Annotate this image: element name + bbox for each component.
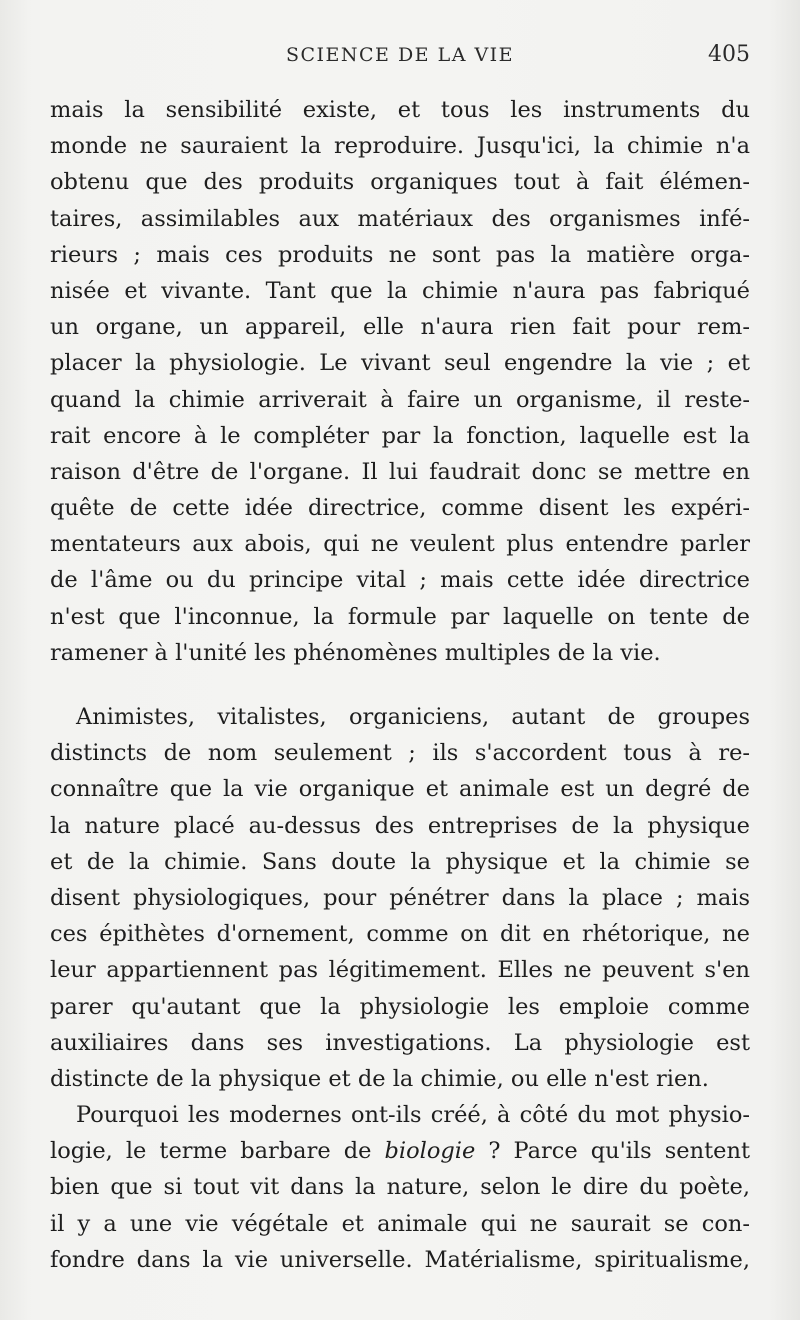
text-line: mentateurs aux abois, qui ne veulent plus entendre parler: [50, 531, 750, 558]
text-run: logie, le terme barbare de: [50, 1138, 385, 1165]
text-line: distincte de la physique et de la chimie, ou elle n'est rien.: [50, 1065, 709, 1092]
text-line: monde ne sauraient la reproduire. Jusqu'ici, la chimie n'a: [50, 133, 750, 160]
text-line: taires, assimilables aux matériaux des organismes infé-: [50, 205, 750, 232]
paragraph-3: [50, 1097, 750, 1278]
text-line: distincts de nom seulement ; ils s'accordent tous à re-: [50, 740, 750, 767]
page-number: 405: [708, 42, 750, 67]
paragraph-1: [50, 92, 750, 671]
text-line: disent physiologiques, pour pénétrer dans la place ; mais: [50, 884, 750, 911]
text-line: et de la chimie. Sans doute la physique et la chimie se: [50, 848, 750, 875]
text-line: n'est que l'inconnue, la formule par laquelle on tente de: [50, 603, 750, 630]
text-line: de l'âme ou du principe vital ; mais cette idée directrice: [50, 567, 750, 594]
text-line: il y a une vie végétale et animale qui ne saurait se con-: [50, 1210, 750, 1237]
text-line: quête de cette idée directrice, comme disent les expéri-: [50, 495, 750, 522]
page-header: [50, 44, 750, 74]
text-line: connaître que la vie organique et animale est un degré de: [50, 776, 750, 803]
text-line: raison d'être de l'organe. Il lui faudrait donc se mettre en: [50, 458, 750, 485]
text-line: rieurs ; mais ces produits ne sont pas la matière orga-: [50, 241, 750, 268]
text-line: ramener à l'unité les phénomènes multiples de la vie.: [50, 639, 661, 666]
text-line: obtenu que des produits organiques tout à fait élémen-: [50, 169, 750, 196]
paragraph-gap: [50, 671, 750, 699]
italic-term: biologie: [384, 1138, 476, 1165]
text-line: auxiliaires dans ses investigations. La physiologie est: [50, 1029, 750, 1056]
text-line: mais la sensibilité existe, et tous les instruments du: [50, 97, 750, 123]
text-line: [50, 1133, 750, 1169]
text-line: quand la chimie arriverait à faire un organisme, il reste-: [50, 386, 750, 413]
text-line: ces épithètes d'ornement, comme on dit en rhétorique, ne: [50, 921, 750, 948]
text-line: bien que si tout vit dans la nature, selon le dire du poète,: [50, 1174, 750, 1201]
text-line: placer la physiologie. Le vivant seul engendre la vie ; et: [50, 350, 750, 377]
paragraph-2: [50, 699, 750, 1097]
text-line: nisée et vivante. Tant que la chimie n'aura pas fabriqué: [50, 277, 750, 304]
text-line: fondre dans la vie universelle. Matérialisme, spiritualisme,: [50, 1246, 750, 1273]
text-line: parer qu'autant que la physiologie les emploie comme: [50, 993, 750, 1020]
body-text: [50, 92, 750, 1278]
text-line: Animistes, vitalistes, organiciens, autant de groupes: [76, 704, 750, 730]
running-title: SCIENCE DE LA VIE: [285, 44, 515, 66]
text-line: leur appartiennent pas légitimement. Elles ne peuvent s'en: [50, 957, 750, 984]
text-line: Pourquoi les modernes ont-ils créé, à côté du mot physio-: [76, 1102, 750, 1129]
text-line: la nature placé au-dessus des entreprises de la physique: [50, 812, 750, 839]
text-line: rait encore à le compléter par la fonction, laquelle est la: [50, 422, 750, 449]
text-run: ? Parce qu'ils sentent: [475, 1138, 750, 1165]
text-line: un organe, un appareil, elle n'aura rien fait pour rem-: [50, 314, 750, 341]
